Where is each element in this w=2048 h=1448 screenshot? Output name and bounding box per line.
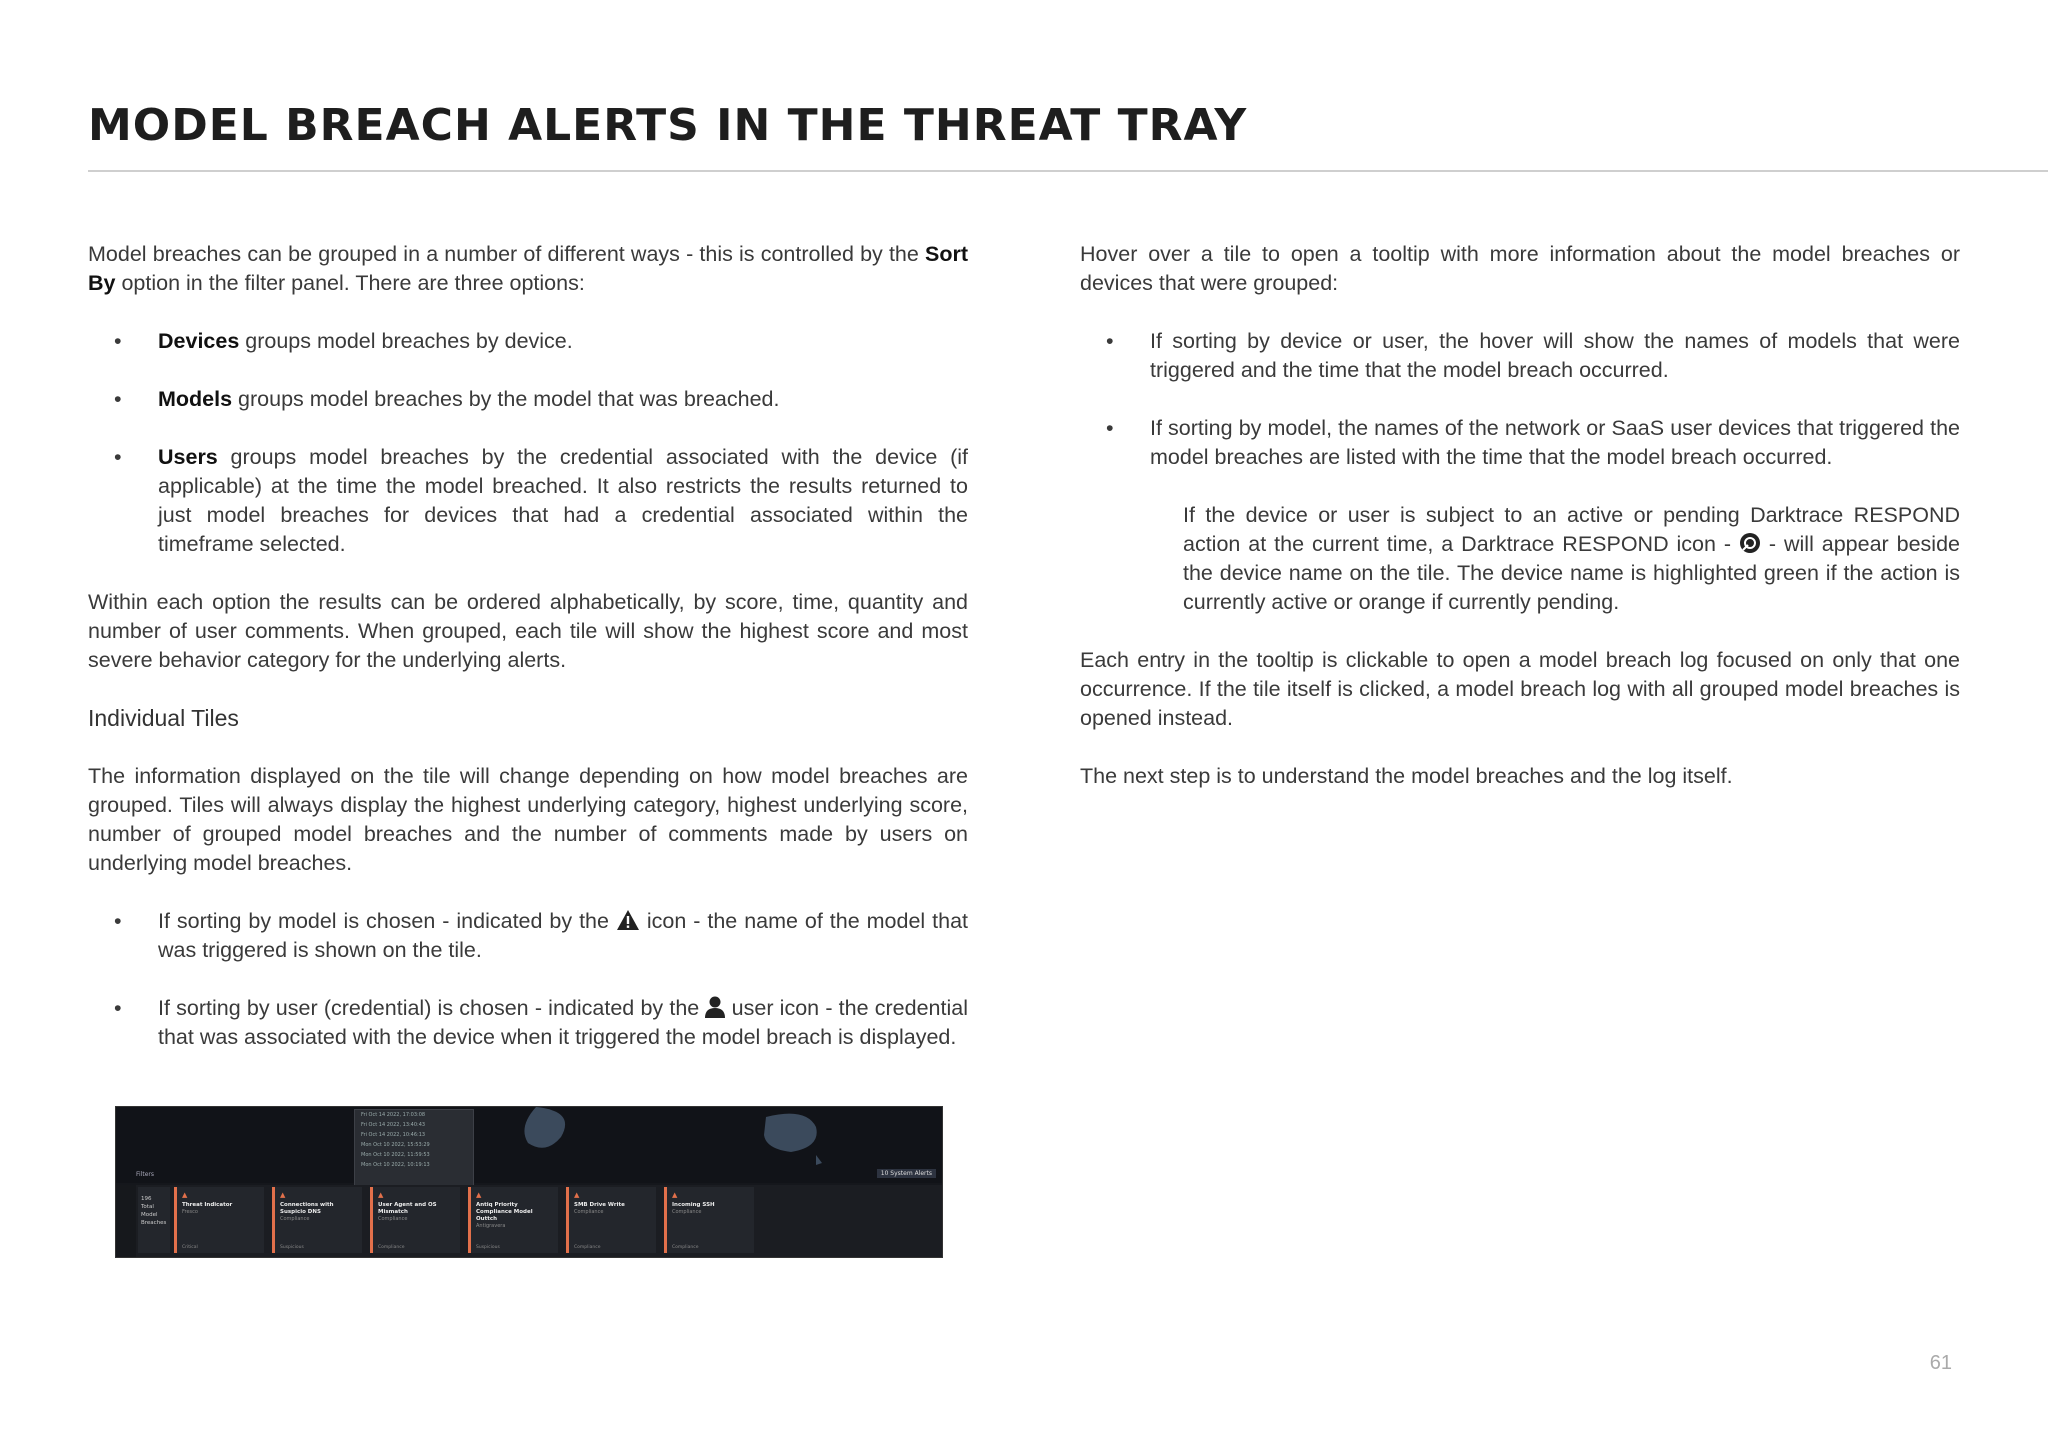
threat-tray-screenshot (115, 1106, 943, 1258)
filter-bar (116, 1169, 942, 1181)
tooltip-row[interactable]: Mon Oct 10 2022, 11:59:53 (361, 1152, 430, 1158)
tooltip-row[interactable]: Fri Oct 14 2022, 10:46:13 (361, 1132, 426, 1138)
bullet-hover-model: • If sorting by model, the names of the network or SaaS user devices that triggered the model breaches are listed with the time that the model breach occurred. (1106, 416, 1960, 469)
warning-icon: ▲ (378, 1191, 384, 1199)
threat-tray (116, 1185, 942, 1257)
tiles-paragraph: The information displayed on the tile will change depending on how model breaches are grouped. Tiles will always display the highest underlying category, highest underlying score, number of grouped model breaches and the number of comments made by users on underlying model breaches. (88, 764, 968, 875)
tooltip-row[interactable]: Mon Oct 10 2022, 10:19:13 (361, 1162, 430, 1168)
filters-button[interactable]: Filters (136, 1171, 154, 1178)
clickable-paragraph: Each entry in the tooltip is clickable to open a model breach log focused on only that one occurrence. If the tile itself is clicked, a model breach log with all grouped model breaches is opened instead. (1080, 648, 1960, 730)
right-column (1080, 240, 1960, 791)
left-column (88, 240, 968, 1052)
hover-paragraph: Hover over a tile to open a tooltip with more information about the model breaches or devices that were grouped: (1080, 242, 1960, 295)
title-divider (88, 170, 2048, 172)
bullet-sort-user: • If sorting by user (credential) is chosen - indicated by the user icon - the credential that was associated with the device when it triggered the model breach is displayed. (114, 996, 968, 1049)
subheading-individual-tiles: Individual Tiles (88, 705, 239, 731)
page-title: MODEL BREACH ALERTS IN THE THREAT TRAY (88, 100, 1248, 151)
respond-paragraph: If the device or user is subject to an active or pending Darktrace RESPOND action at the current time, a Darktrace RESPOND icon - - will appear beside the device name on the tile. The device name is highlighted green if the action is currently active or orange if currently pending. (1183, 503, 1960, 614)
breach-tile[interactable]: ▲ Connections with Suspicio DNS Compliance Suspicious (272, 1187, 362, 1253)
tray-sidebar (116, 1185, 136, 1257)
breach-tile[interactable]: ▲ Antiq Priority Compliance Model Outtch Antigravera Suspicious (468, 1187, 558, 1253)
warning-icon: ▲ (182, 1191, 188, 1199)
tooltip-row[interactable]: Fri Oct 14 2022, 13:40:43 (361, 1122, 426, 1128)
breach-tile[interactable]: ▲ User Agent and OS Mismatch Compliance Compliance (370, 1187, 460, 1253)
breach-tile[interactable]: ▲ Incoming SSH Compliance Compliance (664, 1187, 754, 1253)
bullet-sort-model: • If sorting by model is chosen - indicated by the icon - the name of the model that was triggered is shown on the tile. (114, 909, 969, 962)
bullet-users: • Users groups model breaches by the credential associated with the device (if applicable) at the time the model breached. It also restricts the results returned to just model breaches for devices that had a credential associated within the timeframe selected. (114, 445, 968, 556)
warning-icon: ▲ (574, 1191, 580, 1199)
breach-tile[interactable]: ▲ SMB Drive Write Compliance Compliance (566, 1187, 656, 1253)
tooltip-row[interactable]: Fri Oct 14 2022, 17:03:08 (361, 1112, 426, 1118)
total-breaches: 196 Total Model Breaches (138, 1187, 170, 1253)
next-step-paragraph: The next step is to understand the model breaches and the log itself. (1080, 764, 1733, 788)
user-icon (705, 996, 725, 1018)
intro-paragraph: Model breaches can be grouped in a number of different ways - this is controlled by the Sort By option in the filter panel. There are three options: (88, 242, 968, 295)
respond-icon (1739, 532, 1761, 554)
ordering-paragraph: Within each option the results can be ordered alphabetically, by score, time, quantity and number of user comments. When grouped, each tile will show the highest score and most severe behavior category for the underlying alerts. (88, 590, 968, 672)
bullet-devices: • Devices groups model breaches by device. (114, 329, 573, 353)
bullet-hover-device: • If sorting by device or user, the hover will show the names of models that were triggered and the time that the model breach occurred. (1106, 329, 1960, 382)
warning-icon: ▲ (476, 1191, 482, 1199)
tooltip-row[interactable]: Mon Oct 10 2022, 15:53:29 (361, 1142, 430, 1148)
bullet-models: • Models groups model breaches by the model that was breached. (114, 387, 780, 411)
warning-icon: ▲ (672, 1191, 678, 1199)
warning-icon (616, 909, 640, 931)
warning-icon: ▲ (280, 1191, 286, 1199)
page-number: 61 (1929, 1352, 1952, 1374)
breach-tile[interactable]: ▲ Threat Indicator Fresco Critical (174, 1187, 264, 1253)
system-alerts-button[interactable]: 10 System Alerts (877, 1169, 936, 1178)
